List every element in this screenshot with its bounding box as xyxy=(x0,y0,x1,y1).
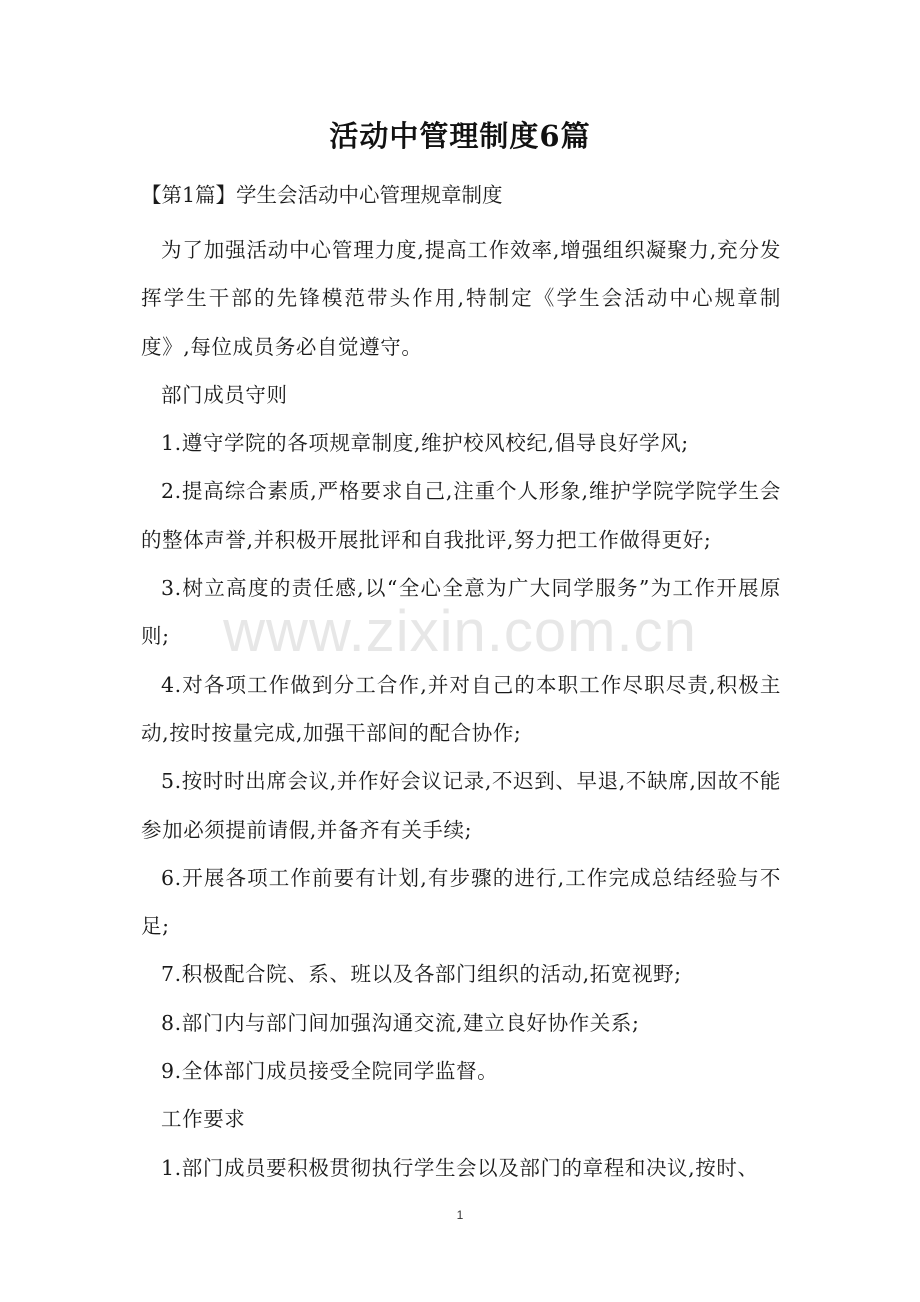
page-number: 1 xyxy=(456,1208,464,1222)
paragraph-requirement-1: 1.部门成员要积极贯彻执行学生会以及部门的章程和决议,按时、 xyxy=(161,1155,759,1180)
paragraph-rule-2: 2.提高综合素质,严格要求自己,注重个人形象,维护学院学院学生会的整体声誉,并积极开展批评和自我批评,努力把工作做得更好; xyxy=(141,479,781,552)
document-body xyxy=(141,226,781,1192)
subheading-member-rules: 部门成员守则 xyxy=(161,382,288,407)
section-heading: 【第1篇】学生会活动中心管理规章制度 xyxy=(141,183,503,207)
subheading-work-requirements: 工作要求 xyxy=(161,1107,246,1132)
paragraph-rule-8: 8.部门内与部门间加强沟通交流,建立良好协作关系; xyxy=(161,1010,640,1035)
paragraph-rule-9: 9.全体部门成员接受全院同学监督。 xyxy=(161,1059,499,1084)
paragraph-rule-7: 7.积极配合院、系、班以及各部门组织的活动,拓宽视野; xyxy=(161,962,682,987)
paragraph-rule-5: 5.按时时出席会议,并作好会议记录,不迟到、早退,不缺席,因故不能参加必须提前请假,并备齐有关手续; xyxy=(141,769,781,842)
paragraph-rule-4: 4.对各项工作做到分工合作,并对自己的本职工作尽职尽责,积极主动,按时按量完成,加强干部间的配合协作; xyxy=(141,672,781,745)
paragraph-rule-6: 6.开展各项工作前要有计划,有步骤的进行,工作完成总结经验与不足; xyxy=(141,865,781,939)
document-title: 活动中管理制度6篇 xyxy=(329,119,591,153)
watermark-text: www.zixin.com.cn xyxy=(223,599,697,664)
paragraph-intro: 为了加强活动中心管理力度,提高工作效率,增强组织凝聚力,充分发挥学生干部的先锋模范带头作用,特制定《学生会活动中心规章制度》,每位成员务必自觉遵守。 xyxy=(141,238,781,359)
paragraph-rule-3: 3.树立高度的责任感,以“全心全意为广大同学服务”为工作开展原则; xyxy=(141,576,781,649)
paragraph-rule-1: 1.遵守学院的各项规章制度,维护校风校纪,倡导良好学风; xyxy=(161,431,689,456)
